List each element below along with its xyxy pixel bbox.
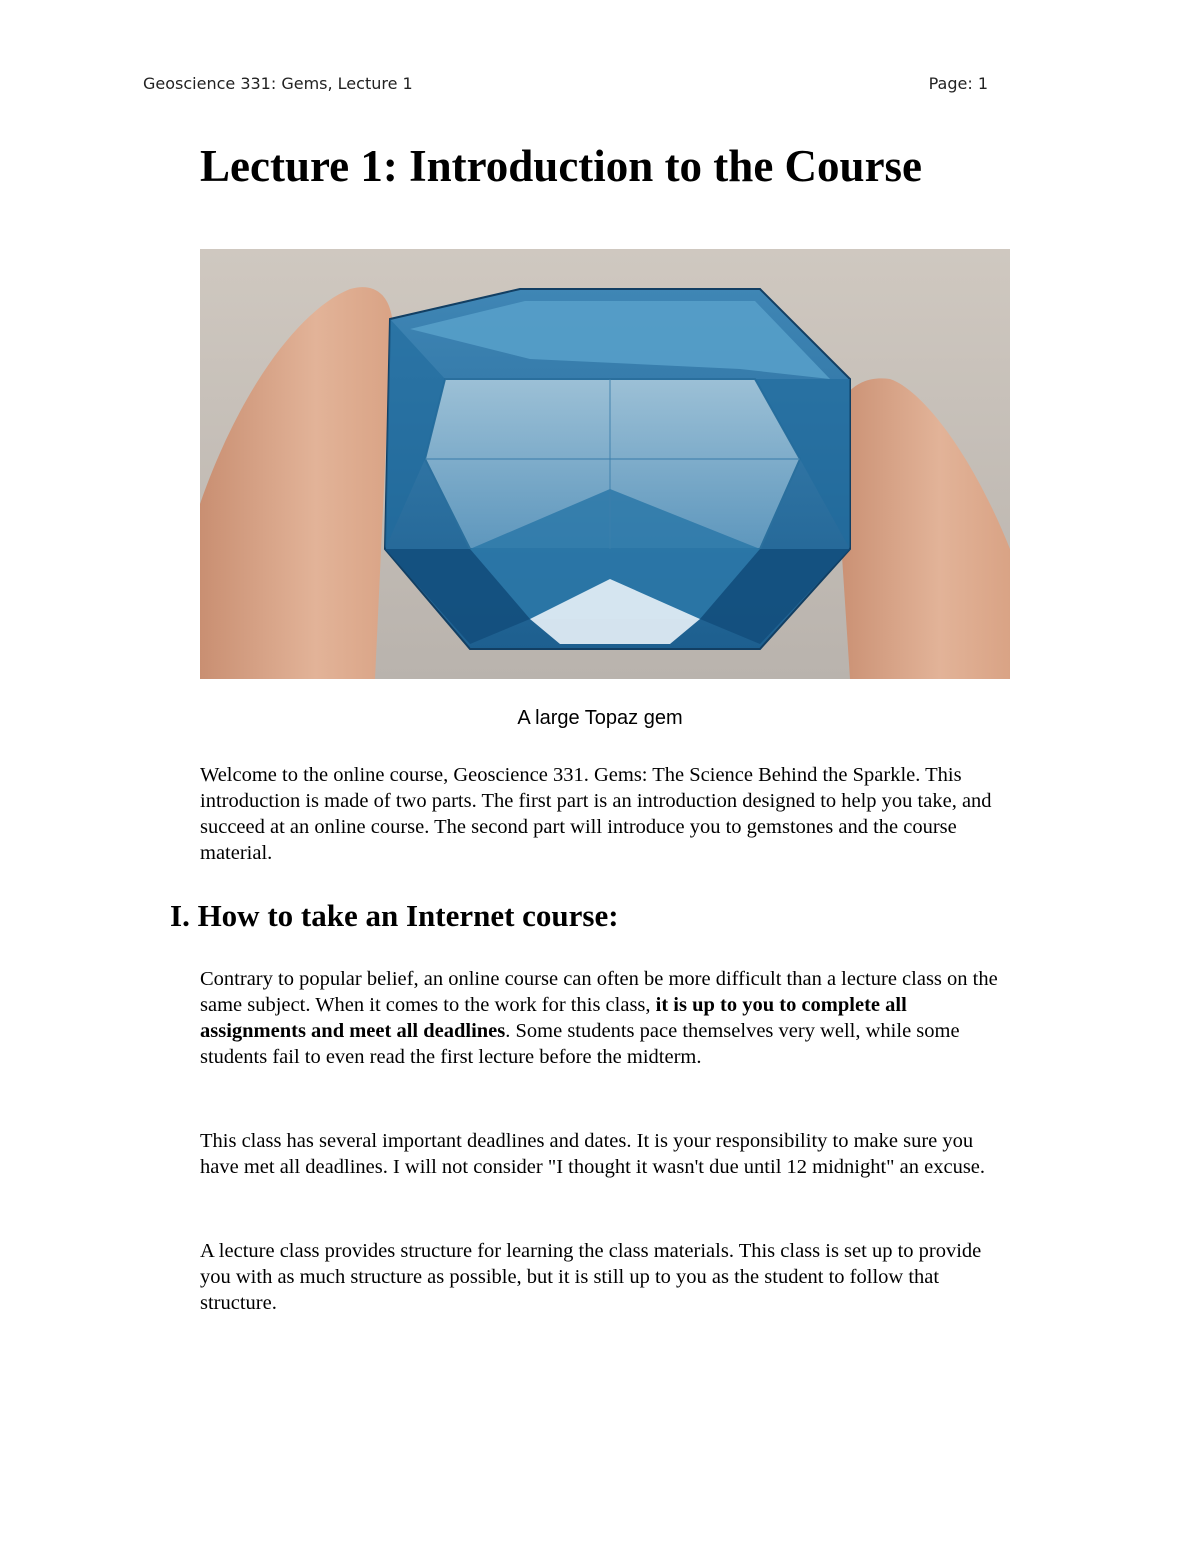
section-paragraph-3: A lecture class provides structure for learning the class materials. This class is set up to provide you with as much structure as possible, but it is still up to you as the student to follow that structure.: [200, 1240, 982, 1314]
figure-caption: A large Topaz gem: [517, 707, 683, 729]
intro-paragraph: Welcome to the online course, Geoscience 331. Gems: The Science Behind the Sparkle. This introduction is made of two parts. The first part is an introduction designed to help you take, and succeed at an online course. The second part will introduce you to gemstones and the course material.: [200, 764, 992, 864]
topaz-gem-photo: [200, 249, 1010, 679]
section-paragraph-1: [200, 966, 1010, 1070]
page-number: Page: 1: [928, 74, 988, 93]
page-title: Lecture 1: Introduction to the Course: [200, 141, 923, 191]
emphasized-text: it is up to you to complete all assignments and meet all deadlines: [200, 994, 907, 1042]
paragraph-text: Contrary to popular belief, an online course can often be more difficult than a lecture class on the same subject. When it comes to the work for this class,: [200, 968, 998, 1016]
section-paragraph-2: This class has several important deadlines and dates. It is your responsibility to make sure you have met all deadlines. I will not consider "I thought it wasn't due until 12 midnight" an excuse.: [200, 1130, 986, 1178]
gem-illustration: [200, 249, 1010, 679]
section-heading: I. How to take an Internet course:: [170, 898, 619, 933]
paragraph-text: . Some students pace themselves very well, while some students fail to even read the first lecture before the midterm.: [200, 1020, 960, 1068]
course-label: Geoscience 331: Gems, Lecture 1: [143, 74, 413, 93]
page-header: [143, 74, 988, 93]
